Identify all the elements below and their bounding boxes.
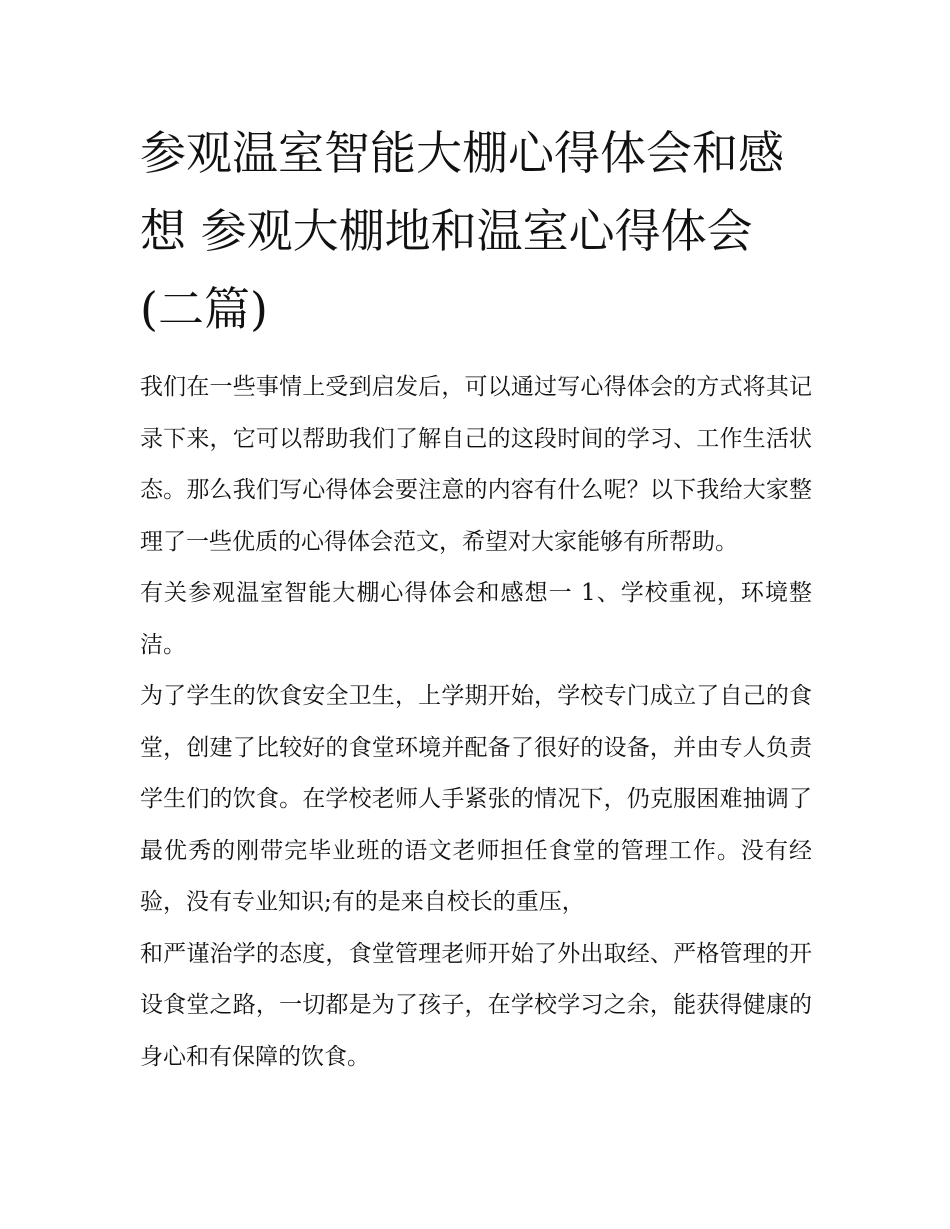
paragraph-body-1: 为了学生的饮食安全卫生，上学期开始，学校专门成立了自己的食堂，创建了比较好的食堂环境并配备了很好的设备，并由专人负责学生们的饮食。在学校老师人手紧张的情况下，仍克服困难抽调了最优秀的刚带完毕业班的语文老师担任食堂的管理工作。没有经验，没有专业知识;有的是来自校长的重压， — [140, 683, 812, 915]
paragraph-intro: 我们在一些事情上受到启发后，可以通过写心得体会的方式将其记录下来，它可以帮助我们了解自己的这段时间的学习、工作生活状态。那么我们写心得体会要注意的内容有什么呢？以下我给大家整理了一些优质的心得体会范文，希望对大家能够有所帮助。 — [140, 374, 812, 555]
document-title: 参观温室智能大棚心得体会和感想 参观大棚地和温室心得体会(二篇) — [140, 126, 784, 336]
paragraph-section-heading: 有关参观温室智能大棚心得体会和感想一 1、学校重视，环境整洁。 — [140, 580, 812, 658]
paragraph-body-2: 和严谨治学的态度，食堂管理老师开始了外出取经、严格管理的开设食堂之路，一切都是为了孩子，在学校学习之余，能获得健康的身心和有保障的饮食。 — [140, 940, 812, 1070]
document-page — [140, 114, 812, 1083]
